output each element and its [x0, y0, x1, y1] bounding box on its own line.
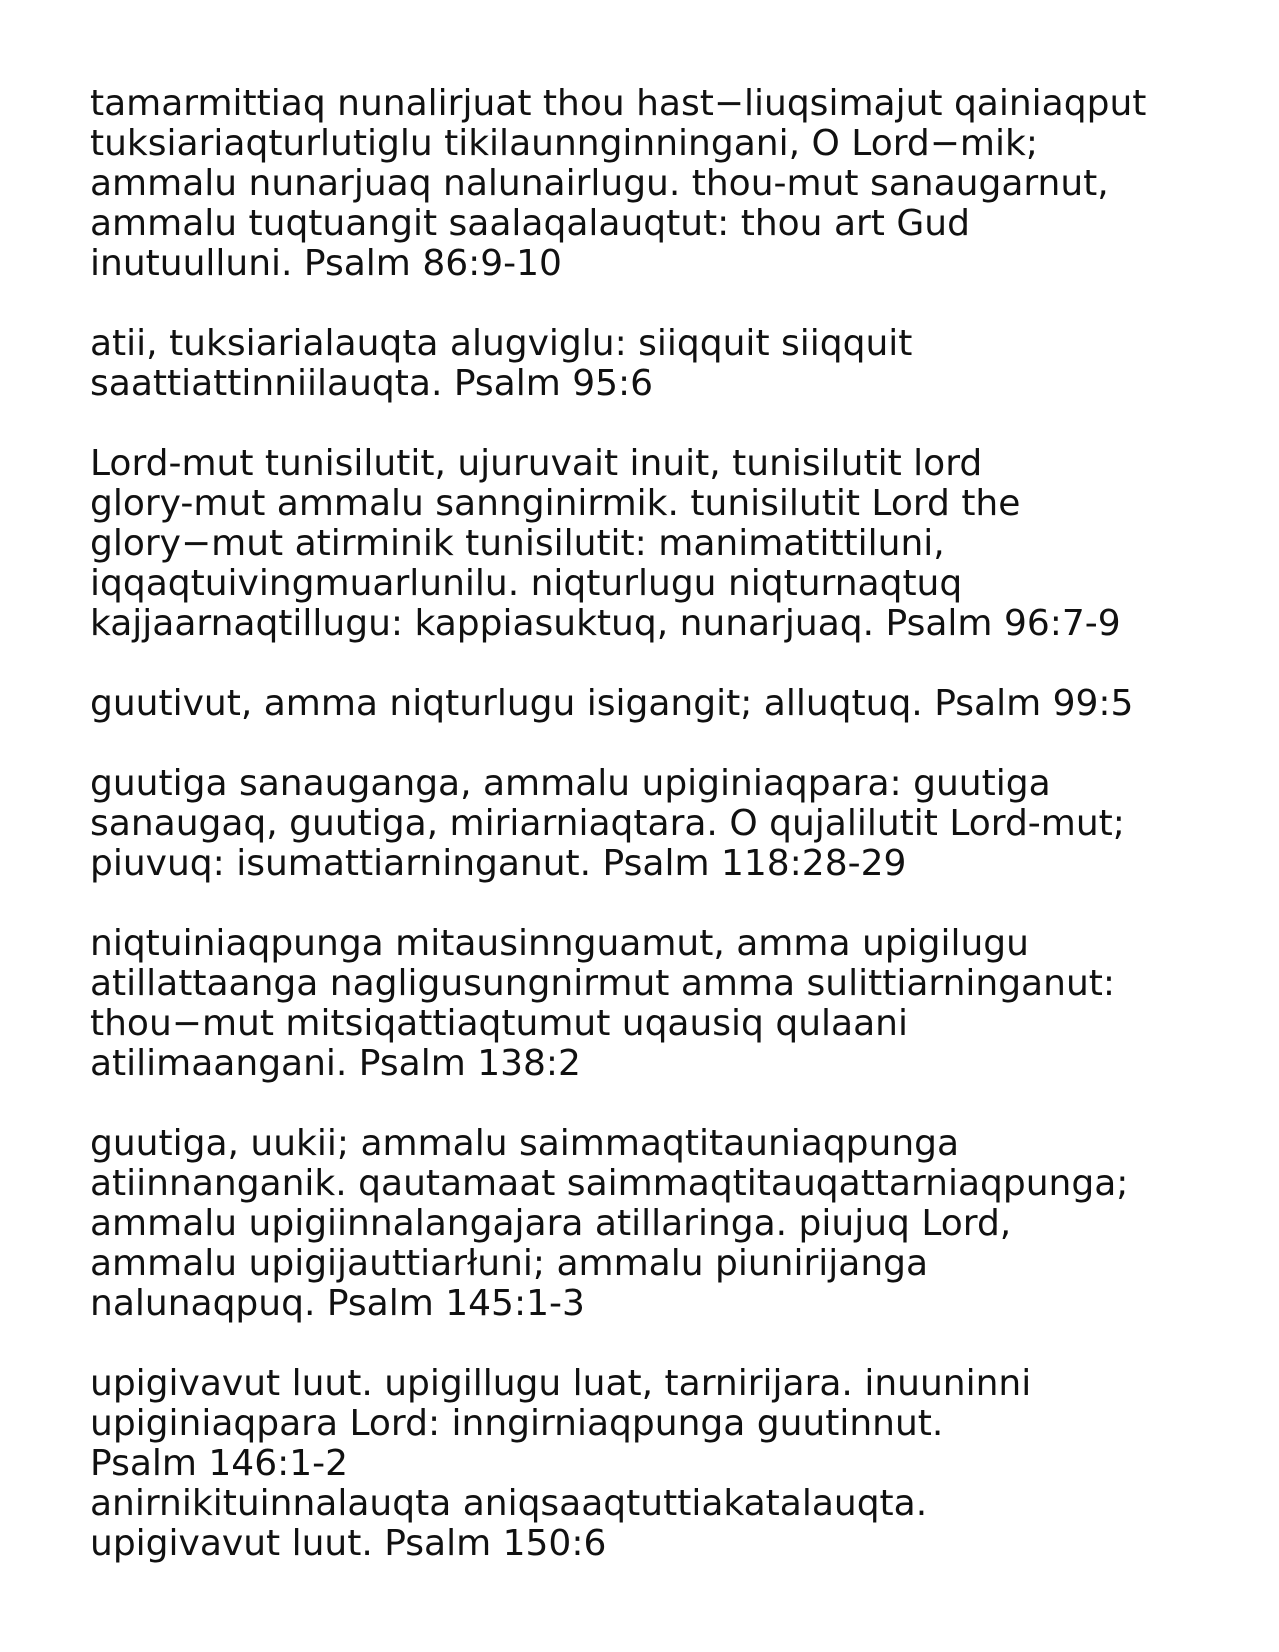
text-line: Psalm 146:1-2 [90, 1443, 349, 1484]
text-line: atilimaangani. Psalm 138:2 [90, 1043, 581, 1084]
paragraph-psalm-146-150 [90, 1364, 1240, 1564]
text-line: ammalu tuqtuangit saalaqalauqtut: thou art Gud [90, 203, 970, 244]
text-line: ammalu nunarjuaq nalunairlugu. thou-mut sanaugarnut, [90, 163, 1109, 204]
paragraph-psalm-118 [90, 764, 1240, 884]
paragraph-gap [90, 1084, 1240, 1124]
paragraph-gap [90, 724, 1240, 764]
paragraph-psalm-99 [90, 684, 1240, 724]
document-page [90, 84, 1240, 1564]
text-line: tuksiariaqturlutiglu tikilaunnginningani, O Lord−mik; [90, 123, 1038, 164]
text-line: inutuulluni. Psalm 86:9-10 [90, 243, 562, 284]
text-line: Lord-mut tunisilutit, ujuruvait inuit, tunisilutit lord [90, 443, 983, 484]
text-line: glory−mut atirminik tunisilutit: manimatittiluni, [90, 523, 945, 564]
text-line: piuvuq: isumattiarninganut. Psalm 118:28-29 [90, 843, 907, 884]
paragraph-gap [90, 284, 1240, 324]
text-line: niqtuiniaqpunga mitausinnguamut, amma upigilugu [90, 923, 1029, 964]
text-line: ammalu upigiinnalangajara atillaringa. piujuq Lord, [90, 1203, 1012, 1244]
text-line: guutiga sanauganga, ammalu upiginiaqpara: guutiga [90, 763, 1051, 804]
paragraph-psalm-145 [90, 1124, 1240, 1324]
text-line: guutiga, uukii; ammalu saimmaqtitauniaqpunga [90, 1123, 960, 1164]
paragraph-gap [90, 644, 1240, 684]
text-line: atiinnanganik. qautamaat saimmaqtitauqattarniaqpunga; [90, 1163, 1129, 1204]
text-line: sanaugaq, guutiga, miriarniaqtara. O qujalilutit Lord-mut; [90, 803, 1125, 844]
paragraph-psalm-95 [90, 324, 1240, 404]
paragraph-psalm-138 [90, 924, 1240, 1084]
text-line: thou−mut mitsiqattiaqtumut uqausiq qulaani [90, 1003, 908, 1044]
text-line: tamarmittiaq nunalirjuat thou hast−liuqsimajut qainiaqput [90, 83, 1147, 124]
paragraph-psalm-96 [90, 444, 1240, 644]
text-line: ammalu upigijauttiarłuni; ammalu piunirijanga [90, 1243, 929, 1284]
text-line: guutivut, amma niqturlugu isigangit; alluqtuq. Psalm 99:5 [90, 683, 1134, 724]
text-line: nalunaqpuq. Psalm 145:1-3 [90, 1283, 585, 1324]
text-line: atii, tuksiarialauqta alugviglu: siiqquit siiqquit [90, 323, 913, 364]
text-line: upigivavut luut. Psalm 150:6 [90, 1523, 607, 1564]
text-line: anirnikituinnalauqta aniqsaaqtuttiakatalauqta. [90, 1483, 928, 1524]
text-line: saattiattinniilauqta. Psalm 95:6 [90, 363, 654, 404]
text-line: glory-mut ammalu sannginirmik. tunisilutit Lord the [90, 483, 1021, 524]
paragraph-psalm-86 [90, 84, 1240, 284]
paragraph-gap [90, 1324, 1240, 1364]
text-line: atillattaanga nagligusungnirmut amma sulittiarninganut: [90, 963, 1115, 1004]
text-line: kajjaarnaqtillugu: kappiasuktuq, nunarjuaq. Psalm 96:7-9 [90, 603, 1121, 644]
text-line: upigivavut luut. upigillugu luat, tarnirijara. inuuninni [90, 1363, 1032, 1404]
paragraph-gap [90, 404, 1240, 444]
paragraph-gap [90, 884, 1240, 924]
text-line: upiginiaqpara Lord: inngirniaqpunga guutinnut. [90, 1403, 944, 1444]
text-line: iqqaqtuivingmuarlunilu. niqturlugu niqturnaqtuq [90, 563, 963, 604]
